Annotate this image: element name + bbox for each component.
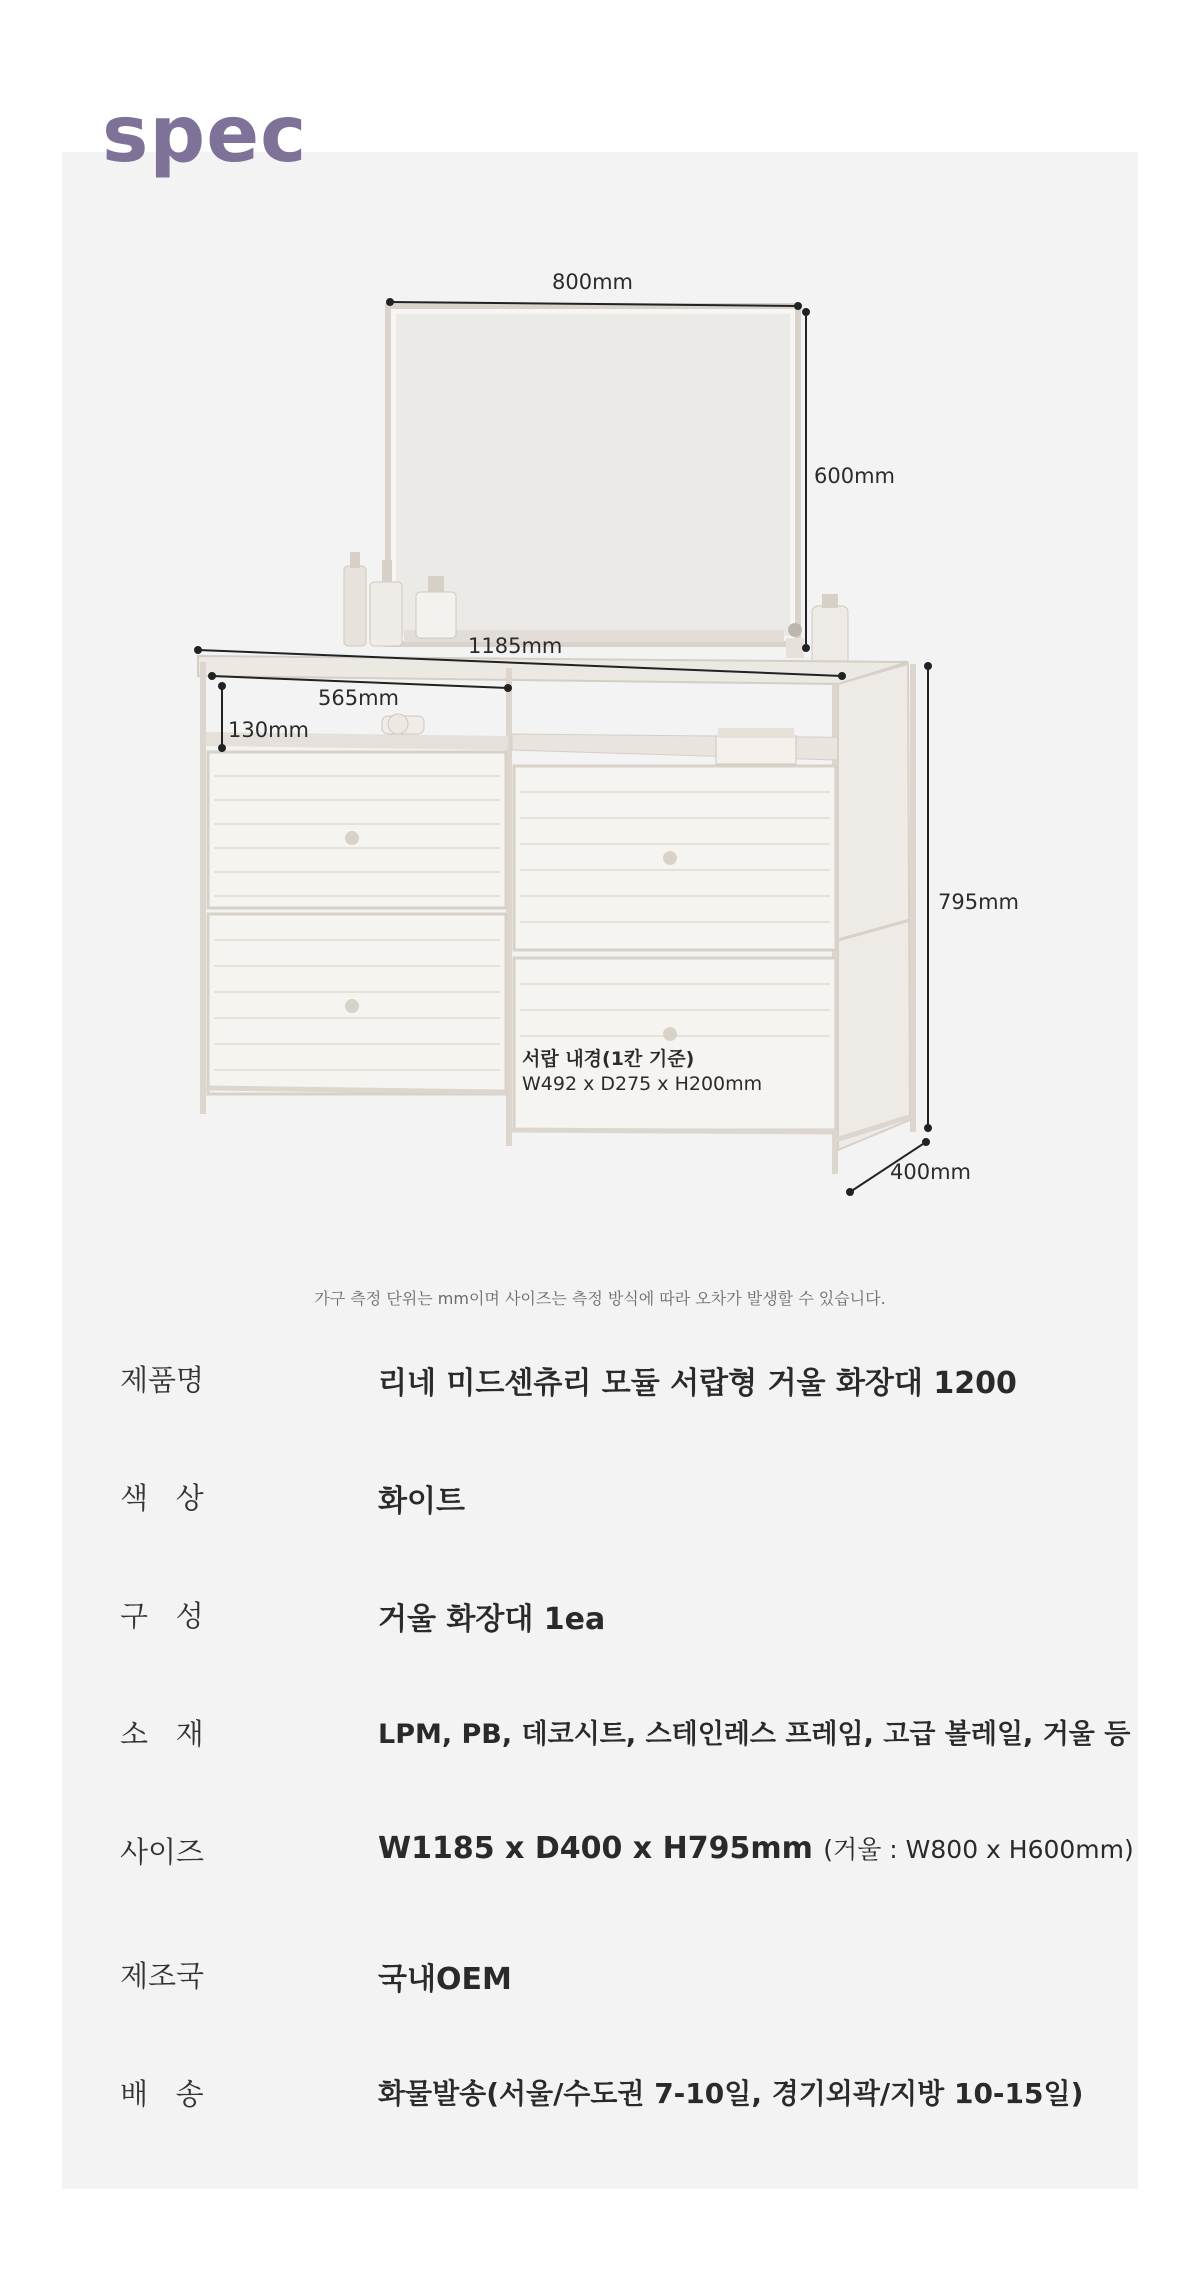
spec-row-composition <box>120 1594 1130 1654</box>
spec-value-wrap <box>378 1830 1134 1866</box>
spec-row-size <box>120 1830 1134 1890</box>
shelf-height-label: 130mm <box>228 718 309 742</box>
spec-value: W1185 x D400 x H795mm <box>378 1831 813 1866</box>
spec-value: 국내OEM <box>378 1962 512 1997</box>
drawer-note-size: W492 x D275 x H200mm <box>522 1073 763 1095</box>
spec-label: 구 성 <box>120 1599 204 1633</box>
spec-sub-value: (거울 : W800 x H600mm) <box>823 1835 1134 1864</box>
total-width-label: 1185mm <box>468 634 563 658</box>
drawer-inner-size-note <box>522 1044 762 1095</box>
depth-label: 400mm <box>890 1160 971 1184</box>
spec-row-origin <box>120 1954 1130 2014</box>
spec-value: 거울 화장대 1ea <box>378 1602 606 1637</box>
spec-value: 리네 미드센츄리 모듈 서랍형 거울 화장대 1200 <box>378 1366 1017 1401</box>
mirror-width-label: 800mm <box>552 270 633 294</box>
spec-value: LPM, PB, 데코시트, 스테인레스 프레임, 고급 볼레일, 거울 등 <box>378 1719 1131 1750</box>
spec-label: 소 재 <box>120 1717 204 1751</box>
mirror-height-label: 600mm <box>814 464 895 488</box>
spec-value: 화물발송(서울/수도권 7-10일, 경기외곽/지방 10-15일) <box>378 2077 1084 2110</box>
spec-label: 제품명 <box>120 1363 205 1397</box>
total-height-label: 795mm <box>938 890 1019 914</box>
spec-row-color <box>120 1476 1130 1536</box>
spec-value: 화이트 <box>378 1484 465 1519</box>
spec-heading: spec <box>102 90 308 180</box>
measurement-caption: 가구 측정 단위는 mm이며 사이즈는 측정 방식에 따라 오차가 발생할 수 있습니다. <box>314 1289 886 1308</box>
spec-label: 제조국 <box>120 1959 205 1993</box>
spec-label: 색 상 <box>120 1481 204 1515</box>
drawer-note-title: 서랍 내경(1칸 기준) <box>522 1048 695 1070</box>
spec-label: 사이즈 <box>120 1835 205 1869</box>
spec-row-product-name <box>120 1358 1130 1418</box>
spec-row-material <box>120 1712 1130 1772</box>
spec-row-delivery <box>120 2072 1130 2132</box>
spec-label: 배 송 <box>120 2077 204 2111</box>
drawer-width-label: 565mm <box>318 686 399 710</box>
